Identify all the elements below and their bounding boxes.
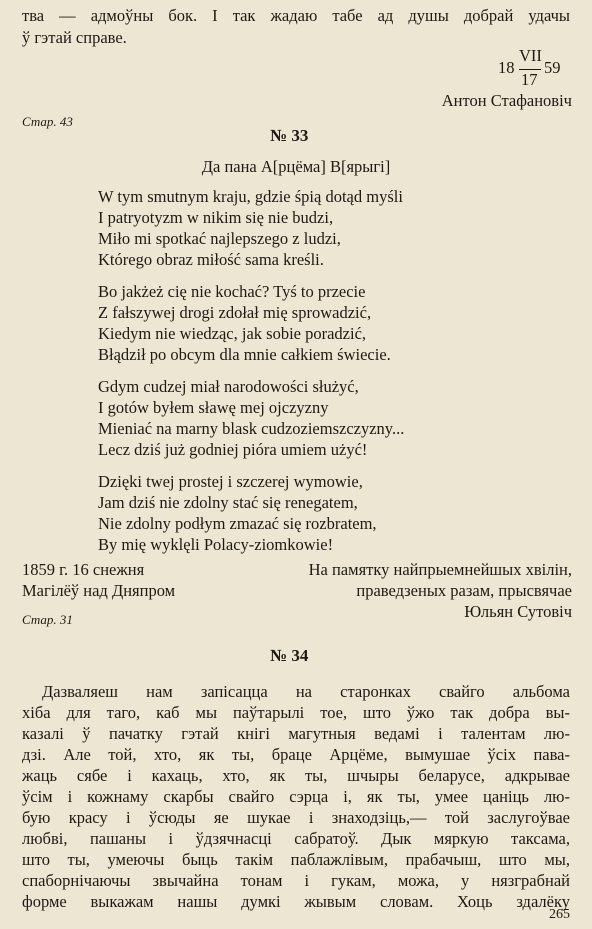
section-heading: № 34 bbox=[270, 646, 309, 665]
text-line: што ты, умеючы быць такім паблажлівым, прабачыш, што мы, bbox=[22, 850, 570, 869]
poem-line: Bo jakżeż cię nie kochać? Tyś to przecie bbox=[98, 282, 366, 301]
poem-line: Gdym cudzej miał narodowości służyć, bbox=[98, 377, 359, 396]
source-reference: Стар. 31 bbox=[22, 612, 73, 627]
poem-line: By mię wyklęli Polacy-ziomkowie! bbox=[98, 535, 334, 554]
text-line: Дазваляеш нам запісацца на старонках свайго альбома bbox=[42, 682, 570, 701]
memento-line: На памятку найпрыемнейшых хвілін, bbox=[308, 560, 572, 579]
text-line: форме выкажам нашы думкі жывым словам. Хоць здалёку bbox=[22, 892, 570, 911]
date-day: 18 bbox=[498, 58, 515, 77]
poem-line: Nie zdolny podłym zmazać się rozbratem, bbox=[98, 514, 377, 533]
poem-line: I gotów byłem sławę mej ojczyzny bbox=[98, 398, 329, 417]
text-line: дзі. Але той, хто, як ты, браце Арцёме, вымушае ўсіх пава- bbox=[22, 745, 570, 764]
dedication: Да пана А[рцёма] В[ярыгі] bbox=[201, 157, 391, 176]
place-date-line: Магілёў над Дняпром bbox=[22, 581, 176, 600]
text-line: бую красу і ўсюды яе шукае і знаходзіць,— той заслугоўвае bbox=[22, 808, 570, 827]
poem-line: Lecz dziś już godniej pióra umiem użyć! bbox=[98, 440, 368, 459]
poem-line: Dzięki twej prostej i szczerej wymowie, bbox=[98, 472, 363, 491]
page-number: 265 bbox=[549, 907, 570, 922]
letter-date bbox=[498, 46, 573, 90]
text-line: ўсім і кожнаму скарбы свайго сэрца і, як ты, умее цаніць лю- bbox=[22, 787, 570, 806]
poem-line: W tym smutnym kraju, gdzie śpią dotąd myśli bbox=[98, 187, 403, 206]
poem-line: Którego obraz miłość sama kreśli. bbox=[98, 250, 324, 269]
text-line: жаць сябе і кахаць, хто, як ты, шчыры беларусе, адкрывае bbox=[22, 766, 570, 785]
poem-line: Miło mi spotkać najlepszego z ludzi, bbox=[98, 229, 341, 248]
date-month: VII bbox=[519, 46, 542, 65]
poem-line: I patryotyzm w nikim się nie budzi, bbox=[98, 208, 334, 227]
poem-line: Mieniać na marny blask cudzoziemszczyzny... bbox=[98, 419, 405, 438]
signature: Юльян Сутовіч bbox=[464, 602, 572, 621]
date-year-bottom: 17 bbox=[521, 70, 538, 89]
text-line: спаборнічаючы звычайна тонам і гукам, можа, у нязграбнай bbox=[22, 871, 570, 890]
poem-line: Kiedym nie wiedząc, jak sobie poradzić, bbox=[98, 324, 367, 343]
text-line: тва — адмоўны бок. І так жадаю табе ад душы добрай удачы bbox=[22, 6, 570, 25]
date-year-end: 59 bbox=[544, 58, 561, 77]
poem-line: Błądził po obcym dla mnie całkiem świecie. bbox=[98, 345, 391, 364]
signature: Антон Стафановіч bbox=[441, 91, 572, 110]
text-line: любві, пашаны і ўдзячнасці сабратоў. Дык мяркую таксама, bbox=[22, 829, 570, 848]
section-heading: № 33 bbox=[270, 126, 309, 145]
poem-line: Jam dziś nie zdolny stać się renegatem, bbox=[98, 493, 358, 512]
text-line: ў гэтай справе. bbox=[22, 28, 127, 47]
memento-line: праведзеных разам, прысвячае bbox=[356, 581, 572, 600]
source-reference: Стар. 43 bbox=[22, 114, 73, 129]
poem-line: Z fałszywej drogi zdołał mię sprowadzić, bbox=[98, 303, 372, 322]
place-date-line: 1859 г. 16 снежня bbox=[22, 560, 145, 579]
text-line: казалі ў пачатку гэтай кнігі магутныя ведамі і талентам лю- bbox=[22, 724, 570, 743]
text-line: хіба для таго, каб мы паўтарылі тое, што ўжо так добра вы- bbox=[22, 703, 570, 722]
